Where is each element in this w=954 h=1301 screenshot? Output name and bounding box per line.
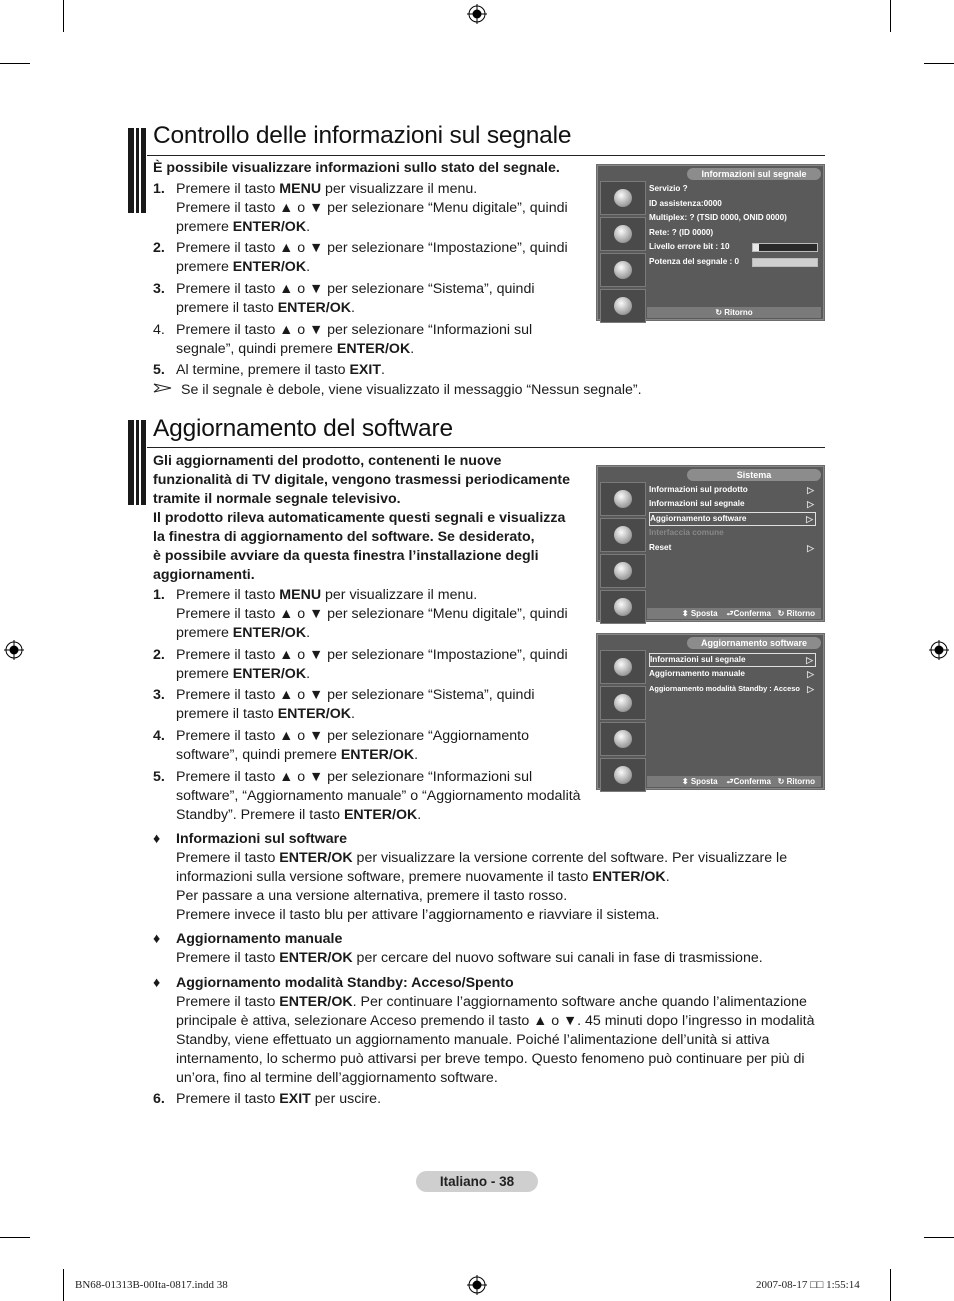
osd-row: ID assistenza:0000	[649, 199, 722, 208]
osd-footer: ⬍ Sposta ⮐Conferma ↻ Ritorno	[647, 608, 821, 619]
step-text: Premere il tasto ▲ o ▼ per selezionare “Informazioni sul	[176, 322, 533, 338]
osd-row: Rete: ? (ID 0000)	[649, 228, 714, 237]
registration-mark-icon	[467, 1275, 487, 1295]
step-text: premere ENTER/OK.	[176, 666, 311, 682]
osd-row: Servizio ?	[649, 184, 688, 193]
bullet-text: Premere il tasto ENTER/OK per visualizzare la versione corrente del software. Per visualizzare le	[176, 850, 788, 866]
step-number: 5.	[153, 362, 165, 378]
antenna-icon	[600, 181, 646, 215]
osd-side-icons	[600, 482, 646, 626]
file-slug: BN68-01313B-00Ita-0817.indd 38	[75, 1279, 228, 1291]
bullet-text: informazioni sulla versione software, premere nuovamente il tasto ENTER/OK.	[176, 869, 670, 885]
return-icon: ↻	[777, 609, 787, 618]
step-text: premere il tasto ENTER/OK.	[176, 706, 355, 722]
section-marker	[128, 420, 146, 505]
section-rule	[147, 447, 825, 448]
osd-title: Sistema	[687, 469, 821, 481]
osd-menu-item-disabled: Interfaccia comune	[649, 528, 724, 537]
crop-mark	[924, 1237, 954, 1238]
bullet-diamond-icon: ♦	[153, 931, 161, 947]
setup-gear-icon	[600, 722, 646, 756]
bullet-text: internamento, lo schermo può attivarsi per breve tempo. Questo fenomeno può continuare per più di	[176, 1051, 805, 1067]
step-text: Premere il tasto MENU per visualizzare il menu.	[176, 181, 478, 197]
section-title-software-update: Aggiornamento del software	[153, 415, 453, 442]
intro-line: Gli aggiornamenti del prodotto, contenenti le nuove	[153, 453, 502, 469]
signal-strength-bar	[752, 258, 818, 267]
bullet-text: un’ora, fino al termine dell’aggiornamento software.	[176, 1070, 498, 1086]
enter-icon: ⮐	[726, 777, 734, 786]
registration-mark-icon	[929, 640, 949, 660]
step-text: Premere il tasto ▲ o ▼ per selezionare “Impostazione”, quindi	[176, 647, 568, 663]
intro-line: tramite il normale segnale televisivo.	[153, 491, 401, 507]
osd-side-icons	[600, 650, 646, 794]
step-text: software”, quindi premere ENTER/OK.	[176, 747, 419, 763]
step-number: 1.	[153, 587, 165, 603]
return-icon: ↻	[777, 777, 787, 786]
step-text: Premere il tasto ▲ o ▼ per selezionare “Menu digitale”, quindi	[176, 200, 568, 216]
step-text: Premere il tasto ▲ o ▼ per selezionare “Aggiornamento	[176, 728, 529, 744]
crop-mark	[890, 0, 891, 32]
section-title-signal-info: Controllo delle informazioni sul segnale	[153, 122, 572, 149]
antenna-icon	[600, 482, 646, 516]
intro-line: funzionalità di TV digitale, vengono trasmessi periodicamente	[153, 472, 571, 488]
osd-row: Livello errore bit : 10	[649, 242, 730, 251]
osd-system-menu-screen	[596, 465, 825, 622]
bit-error-bar	[752, 243, 818, 252]
osd-menu-item: Aggiornamento manuale ▷	[649, 669, 814, 679]
step-text: premere ENTER/OK.	[176, 259, 311, 275]
osd-footer: ⬍ Sposta ⮐Conferma ↻ Ritorno	[647, 776, 821, 787]
step-text: premere ENTER/OK.	[176, 625, 311, 641]
section-rule	[147, 155, 825, 156]
bullet-text: Standby, viene effettuato un aggiornamento manuale. Poiché l’alimentazione dell’unità si attiva	[176, 1032, 770, 1048]
step-text: Standby”. Premere il tasto ENTER/OK.	[176, 807, 422, 823]
bullet-text: Premere il tasto ENTER/OK per cercare del nuovo software sui canali in fase di trasmissione.	[176, 950, 763, 966]
step-text: Premere il tasto ▲ o ▼ per selezionare “Impostazione”, quindi	[176, 240, 568, 256]
step-number: 4.	[153, 728, 165, 744]
intro-line: è possibile avviare da questa finestra l’installazione degli	[153, 548, 539, 564]
registration-mark-icon	[4, 640, 24, 660]
section-marker	[128, 128, 146, 213]
section1-intro: È possibile visualizzare informazioni sullo stato del segnale.	[153, 160, 560, 176]
picture-icon	[600, 686, 646, 720]
osd-menu-item: Aggiornamento modalità Standby : Acceso ▷	[649, 684, 814, 694]
osd-software-update-screen	[596, 633, 825, 790]
intro-line: Il prodotto rileva automaticamente questi segnali e visualizza	[153, 510, 566, 526]
bullet-heading: Informazioni sul software	[176, 831, 348, 847]
osd-title: Informazioni sul segnale	[687, 168, 821, 180]
osd-footer: ↻ Ritorno	[647, 307, 821, 318]
crop-mark	[924, 63, 954, 64]
registration-mark-icon	[467, 4, 487, 24]
section1-note: Se il segnale è debole, viene visualizzato il messaggio “Nessun segnale”.	[181, 382, 642, 398]
bullet-text: principale è attiva, selezionare Acceso premendo il tasto ▲ o ▼. 45 minuti dopo l’ingresso in modalità	[176, 1013, 815, 1029]
osd-row: Potenza del segnale : 0	[649, 257, 740, 266]
step-number: 3.	[153, 687, 165, 703]
step-number: 1.	[153, 181, 165, 197]
bullet-heading: Aggiornamento manuale	[176, 931, 343, 947]
crop-mark	[63, 0, 64, 32]
bullet-text: Premere il tasto ENTER/OK. Per continuare l’aggiornamento software anche quando l’alimentazione	[176, 994, 807, 1010]
bullet-diamond-icon: ♦	[153, 975, 161, 991]
step-number: 3.	[153, 281, 165, 297]
crop-mark	[890, 1269, 891, 1301]
bullet-diamond-icon: ♦	[153, 831, 161, 847]
osd-menu-item: Informazioni sul segnale ▷	[649, 499, 814, 509]
intro-line: la finestra di aggiornamento del software. Se desiderato,	[153, 529, 535, 545]
setup-gear-icon	[600, 253, 646, 287]
move-icon: ⬍	[681, 609, 691, 618]
step-text: segnale”, quindi premere ENTER/OK.	[176, 341, 415, 357]
step-text: Al termine, premere il tasto EXIT.	[176, 362, 385, 378]
page-number-badge: Italiano - 38	[416, 1171, 538, 1192]
date-slug: 2007-08-17 □□ 1:55:14	[756, 1279, 860, 1291]
setup-gear-icon	[600, 554, 646, 588]
step-text: Premere il tasto ▲ o ▼ per selezionare “Sistema”, quindi	[176, 281, 535, 297]
note-arrow-icon	[153, 381, 173, 400]
osd-menu-item-selected: Aggiornamento software ▷	[649, 512, 816, 526]
osd-side-icons	[600, 181, 646, 325]
step-text: software”, “Aggiornamento manuale” o “Aggiornamento modalità	[176, 788, 581, 804]
step-number: 6.	[153, 1091, 165, 1107]
channel-icon	[600, 289, 646, 323]
step-text: premere il tasto ENTER/OK.	[176, 300, 355, 316]
osd-menu-item: Reset ▷	[649, 543, 814, 553]
return-icon: ↻	[715, 308, 725, 317]
antenna-icon	[600, 650, 646, 684]
channel-icon	[600, 590, 646, 624]
step-number: 2.	[153, 647, 165, 663]
picture-icon	[600, 518, 646, 552]
osd-menu-item: Informazioni sul prodotto ▷	[649, 485, 814, 495]
step-text: Premere il tasto ▲ o ▼ per selezionare “Sistema”, quindi	[176, 687, 535, 703]
channel-icon	[600, 758, 646, 792]
picture-icon	[600, 217, 646, 251]
step-number: 4.	[153, 322, 165, 338]
osd-row: Multiplex: ? (TSID 0000, ONID 0000)	[649, 213, 787, 222]
osd-menu-item-selected: Informazioni sul segnale ▷	[649, 653, 816, 667]
bullet-text: Per passare a una versione alternativa, premere il tasto rosso.	[176, 888, 568, 904]
osd-signal-info-screen	[596, 164, 825, 321]
crop-mark	[63, 1269, 64, 1301]
step-number: 2.	[153, 240, 165, 256]
step-number: 5.	[153, 769, 165, 785]
bullet-heading: Aggiornamento modalità Standby: Acceso/Spento	[176, 975, 514, 991]
step-text: Premere il tasto ▲ o ▼ per selezionare “Menu digitale”, quindi	[176, 606, 568, 622]
intro-line: aggiornamenti.	[153, 567, 255, 583]
step-text: Premere il tasto ▲ o ▼ per selezionare “Informazioni sul	[176, 769, 533, 785]
bullet-text: Premere invece il tasto blu per attivare l’aggiornamento e riavviare il sistema.	[176, 907, 660, 923]
step-text: Premere il tasto EXIT per uscire.	[176, 1091, 382, 1107]
step-text: premere ENTER/OK.	[176, 219, 311, 235]
osd-title: Aggiornamento software	[687, 637, 821, 649]
move-icon: ⬍	[681, 777, 691, 786]
enter-icon: ⮐	[726, 609, 734, 618]
crop-mark	[0, 1237, 30, 1238]
step-text: Premere il tasto MENU per visualizzare il menu.	[176, 587, 478, 603]
crop-mark	[0, 63, 30, 64]
